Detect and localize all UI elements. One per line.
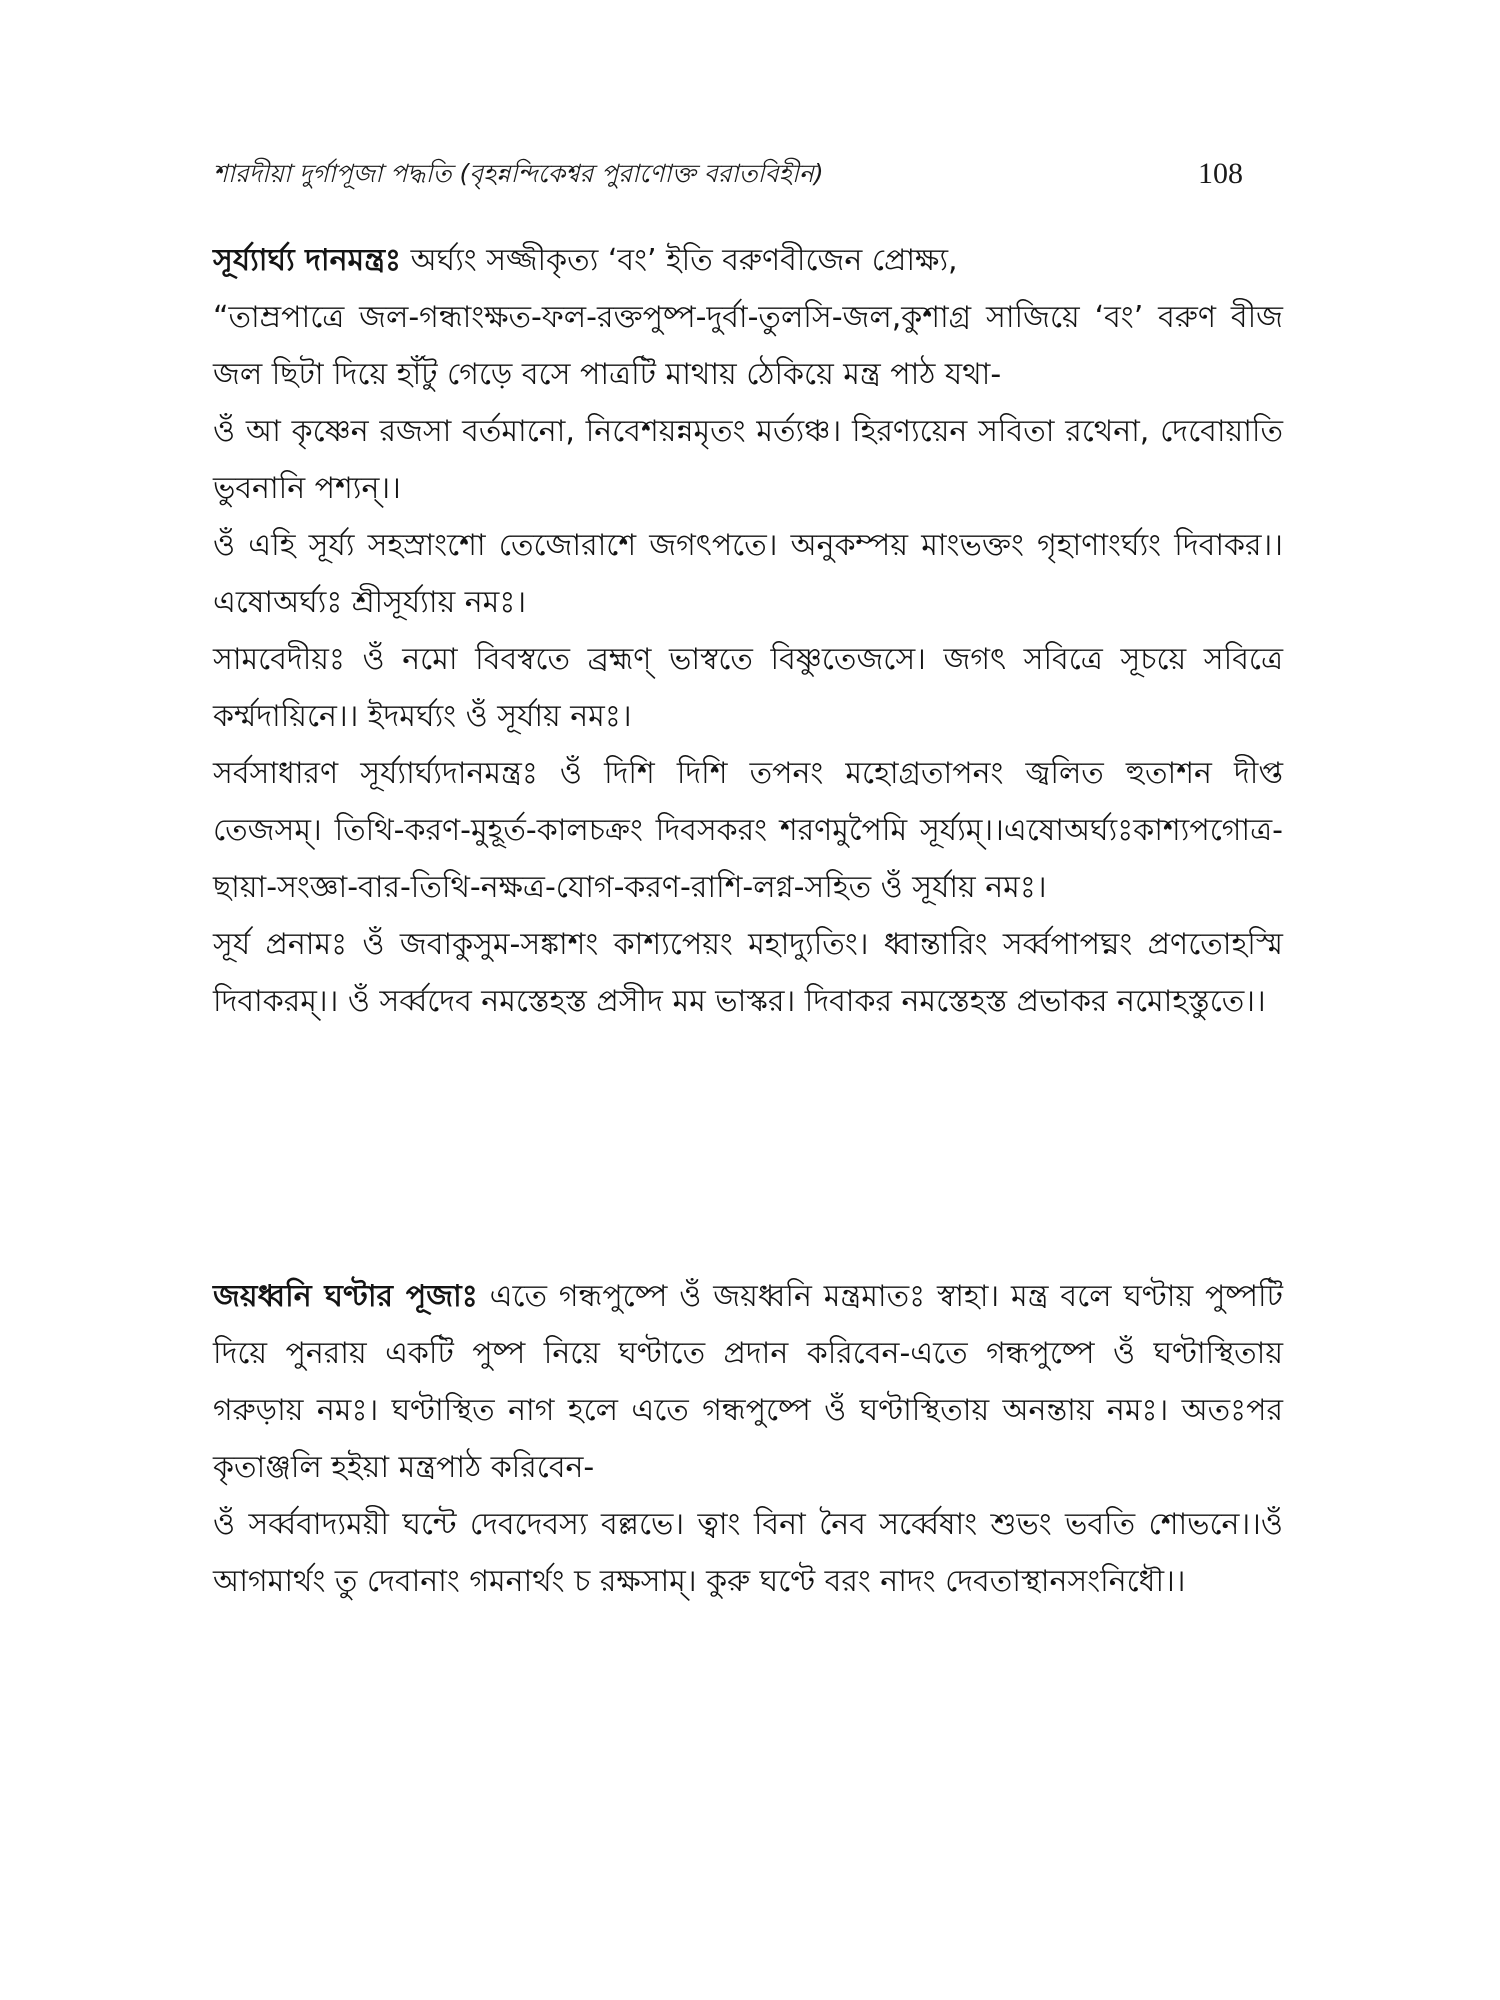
running-header <box>213 156 1243 196</box>
section-surya-arghya <box>213 232 1283 1030</box>
paragraph-general-mantra: সর্বসাধারণ সূর্য্যার্ঘ্যদানমন্ত্রঃ ওঁ দিশি দিশি তপনং মহোগ্রতাপনং জ্বলিত হুতাশন দীপ্ত তেজসম্। তিথি-করণ-মুহূর্ত-কালচক্রং দিবসকরং শরণমুপৈমি সূর্য্যম্।।এষোঅর্ঘ্যঃকাশ্যপগোত্র-ছায়া-সংজ্ঞা-বার-তিথি-নক্ষত্র-যোগ-করণ-রাশি-লগ্ন-সহিত ওঁ সূর্যায় নমঃ। <box>213 756 1283 905</box>
section-heading-surya-arghya: সূর্য্যার্ঘ্য দানমন্ত্রঃ <box>213 243 402 278</box>
surya-intro-text: অর্ঘ্যং সজ্জীকৃত্য ‘বং’ ইতি বরুণবীজেন প্রোক্ষ্য, <box>410 243 958 278</box>
section-heading-ghanta-puja: জয়ধ্বনি ঘণ্টার পূজাঃ <box>213 1279 478 1314</box>
paragraph-mantra-1: ওঁ আ কৃষ্ণেন রজসা বর্তমানো, নিবেশয়ন্নমৃতং মর্ত্যঞ্চ। হিরণ্যয়েন সবিতা রথেনা, দেবোয়াতি ভুবনানি পশ্যন্।। <box>213 414 1283 506</box>
section-ghanta-puja <box>213 1268 1283 1610</box>
page-number: 108 <box>1198 157 1243 190</box>
paragraph-ghanta-mantra: ওঁ সর্ব্ববাদ্যময়ী ঘন্টে দেবদেবস্য বল্লভে। ত্বাং বিনা নৈব সর্ব্বেষাং শুভং ভবতি শোভনে।।ওঁ আগমার্থং তু দেবানাং গমনার্থং চ রক্ষসাম্। কুরু ঘণ্টে বরং নাদং দেবতাস্থানসংনিধৌ।। <box>213 1507 1283 1599</box>
paragraph-surya-intro <box>213 232 1283 289</box>
paragraph-mantra-2: ওঁ এহি সূর্য্য সহস্রাংশো তেজোরাশে জগৎপতে। অনুকম্পয় মাংভক্তং গৃহাণাংর্ঘ্যং দিবাকর।।এষোঅর্ঘ্যঃ শ্রীসূর্য্যায় নমঃ। <box>213 528 1283 620</box>
paragraph-samavedi: সামবেদীয়ঃ ওঁ নমো বিবস্বতে ব্রহ্মণ্ ভাস্বতে বিষ্ণুতেজসে। জগৎ সবিত্রে সূচয়ে সবিত্রে কর্ম্মদায়িনে।। ইদমর্ঘ্যং ওঁ সূর্যায় নমঃ। <box>213 642 1283 734</box>
ghanta-intro-text: এতে গন্ধপুষ্পে ওঁ জয়ধ্বনি মন্ত্রমাতঃ স্বাহা। মন্ত্র বলে ঘণ্টায় পুষ্পটি দিয়ে পুনরায় একটি পুষ্প নিয়ে ঘণ্টাতে প্রদান করিবেন-এতে গন্ধপুষ্পে ওঁ ঘণ্টাস্থিতায় গরুড়ায় নমঃ। ঘণ্টাস্থিত নাগ হলে এতে গন্ধপুষ্পে ওঁ ঘণ্টাস্থিতায় অনন্তায় নমঃ। অতঃপর কৃতাঞ্জলি হইয়া মন্ত্রপাঠ করিবেন- <box>213 1279 1283 1485</box>
paragraph-surya-pranam: সূর্য প্রনামঃ ওঁ জবাকুসুম-সঙ্কাশং কাশ্যপেয়ং মহাদ্যুতিং। ধ্বান্তারিং সর্ব্বপাপঘ্নং প্রণতোহস্মি দিবাকরম্।। ওঁ সর্ব্বদেব নমস্তেহস্ত প্রসীদ মম ভাস্কর। দিবাকর নমস্তেহস্ত প্রভাকর নমোহস্তুতে।। <box>213 927 1283 1019</box>
paragraph-instruction: “তাম্রপাত্রে জল-গন্ধাংক্ষত-ফল-রক্তপুষ্প-দুর্বা-তুলসি-জল,কুশাগ্র সাজিয়ে ‘বং’ বরুণ বীজ জল ছিটা দিয়ে হাঁটু গেড়ে বসে পাত্রটি মাথায় ঠেকিয়ে মন্ত্র পাঠ যথা- <box>213 300 1283 392</box>
running-title: শারদীয়া দুর্গাপূজা পদ্ধতি (বৃহন্নন্দিকেশ্বর পুরাণোক্ত বরাতবিহীন) <box>213 159 824 188</box>
paragraph-ghanta-intro <box>213 1268 1283 1496</box>
